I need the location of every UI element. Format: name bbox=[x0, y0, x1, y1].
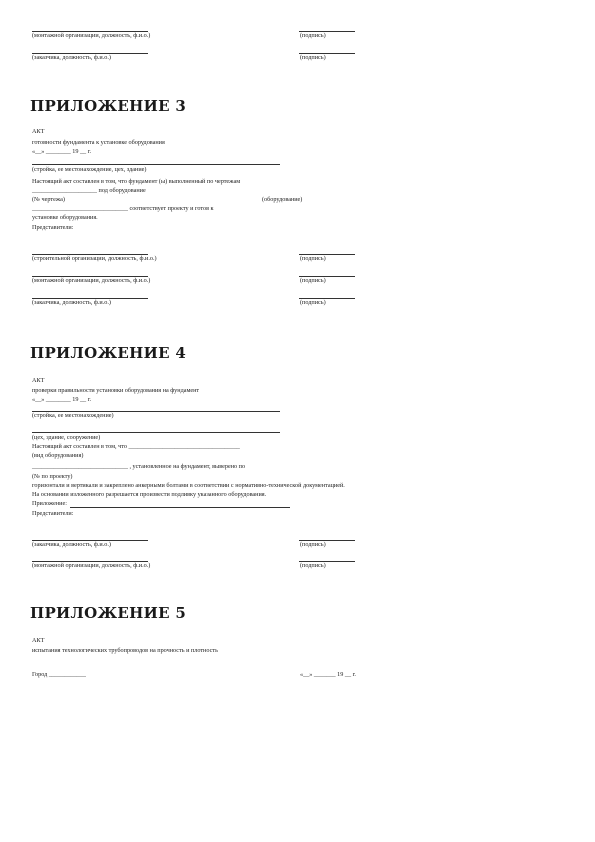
body-text: установке оборудования. bbox=[32, 214, 98, 221]
signature-caption: (монтажной организации, должность, ф.и.о.) bbox=[32, 32, 151, 39]
city-field: Город ____________ bbox=[32, 671, 86, 678]
body-text: _______________________________ , установленное на фундамент, выверено по bbox=[32, 463, 246, 470]
act-subject: проверки правильности установки оборудования на фундамент bbox=[32, 387, 200, 394]
signature-caption: (строительной организации, должность, ф.и.о.) bbox=[32, 255, 157, 262]
signature-caption: (заказчика, должность, ф.и.о.) bbox=[32, 54, 111, 61]
type-caption: (вид оборудования) bbox=[32, 452, 84, 459]
act-date: «__» ________ 19 __ г. bbox=[32, 148, 92, 155]
attachment-label: Приложение: bbox=[32, 500, 67, 507]
sign-caption: (подпись) bbox=[300, 562, 326, 569]
body-text: _____________________ под оборудование bbox=[32, 187, 146, 194]
project-number-caption: (№ по проекту) bbox=[32, 473, 73, 480]
act-subject: готовности фундамента к установке оборудования bbox=[32, 139, 165, 146]
sign-caption: (подпись) bbox=[300, 299, 326, 306]
signature-caption: (монтажной организации, должность, ф.и.о.) bbox=[32, 562, 151, 569]
signature-caption: (монтажной организации, должность, ф.и.о.) bbox=[32, 277, 151, 284]
representatives-label: Представители: bbox=[32, 510, 74, 517]
sign-caption: (подпись) bbox=[300, 54, 326, 61]
act-date: «__» _______ 19 __ г. bbox=[300, 671, 356, 678]
equipment-caption: (оборудование) bbox=[262, 196, 303, 203]
drawing-caption: (№ чертежа) bbox=[32, 196, 65, 203]
sign-caption: (подпись) bbox=[300, 541, 326, 548]
fill-line bbox=[32, 164, 280, 165]
shop-caption: (цех, здание, сооружение) bbox=[32, 434, 101, 441]
sign-caption: (подпись) bbox=[300, 255, 326, 262]
site-caption: (стройка, ее местонахождение, цех, здание) bbox=[32, 166, 147, 173]
body-text: Настоящий акт составлен в том, что фундамент (ы) выполненный по чертежам bbox=[32, 178, 241, 185]
appendix-title: ПРИЛОЖЕНИЕ 4 bbox=[30, 344, 187, 362]
act-date: «__» ________ 19 __ г. bbox=[32, 396, 92, 403]
act-label: АКТ bbox=[32, 377, 45, 384]
sign-caption: (подпись) bbox=[300, 277, 326, 284]
fill-line bbox=[70, 507, 290, 508]
body-text: _______________________________ соответствует проекту и готов к bbox=[32, 205, 214, 212]
body-text: На основании изложенного разрешается произвести подливку указанного оборудования. bbox=[32, 491, 267, 498]
act-subject: испытания технологических трубопроводов на прочность и плотность bbox=[32, 647, 218, 654]
representatives-label: Представители: bbox=[32, 224, 74, 231]
appendix-title: ПРИЛОЖЕНИЕ 5 bbox=[30, 604, 187, 622]
sign-caption: (подпись) bbox=[300, 32, 326, 39]
signature-caption: (заказчика, должность, ф.и.о.) bbox=[32, 541, 111, 548]
act-label: АКТ bbox=[32, 637, 45, 644]
appendix-title: ПРИЛОЖЕНИЕ 3 bbox=[30, 97, 187, 115]
act-label: АКТ bbox=[32, 128, 45, 135]
site-caption: (стройка, ее местонахождение) bbox=[32, 412, 114, 419]
fill-line bbox=[32, 432, 280, 433]
body-text: горизонтали и вертикали и закреплено анкерными болтами в соответствии с нормативно-технической документацией. bbox=[32, 482, 345, 489]
body-text: Настоящий акт составлен в том, что ____________________________________ bbox=[32, 443, 240, 450]
signature-caption: (заказчика, должность, ф.и.о.) bbox=[32, 299, 111, 306]
